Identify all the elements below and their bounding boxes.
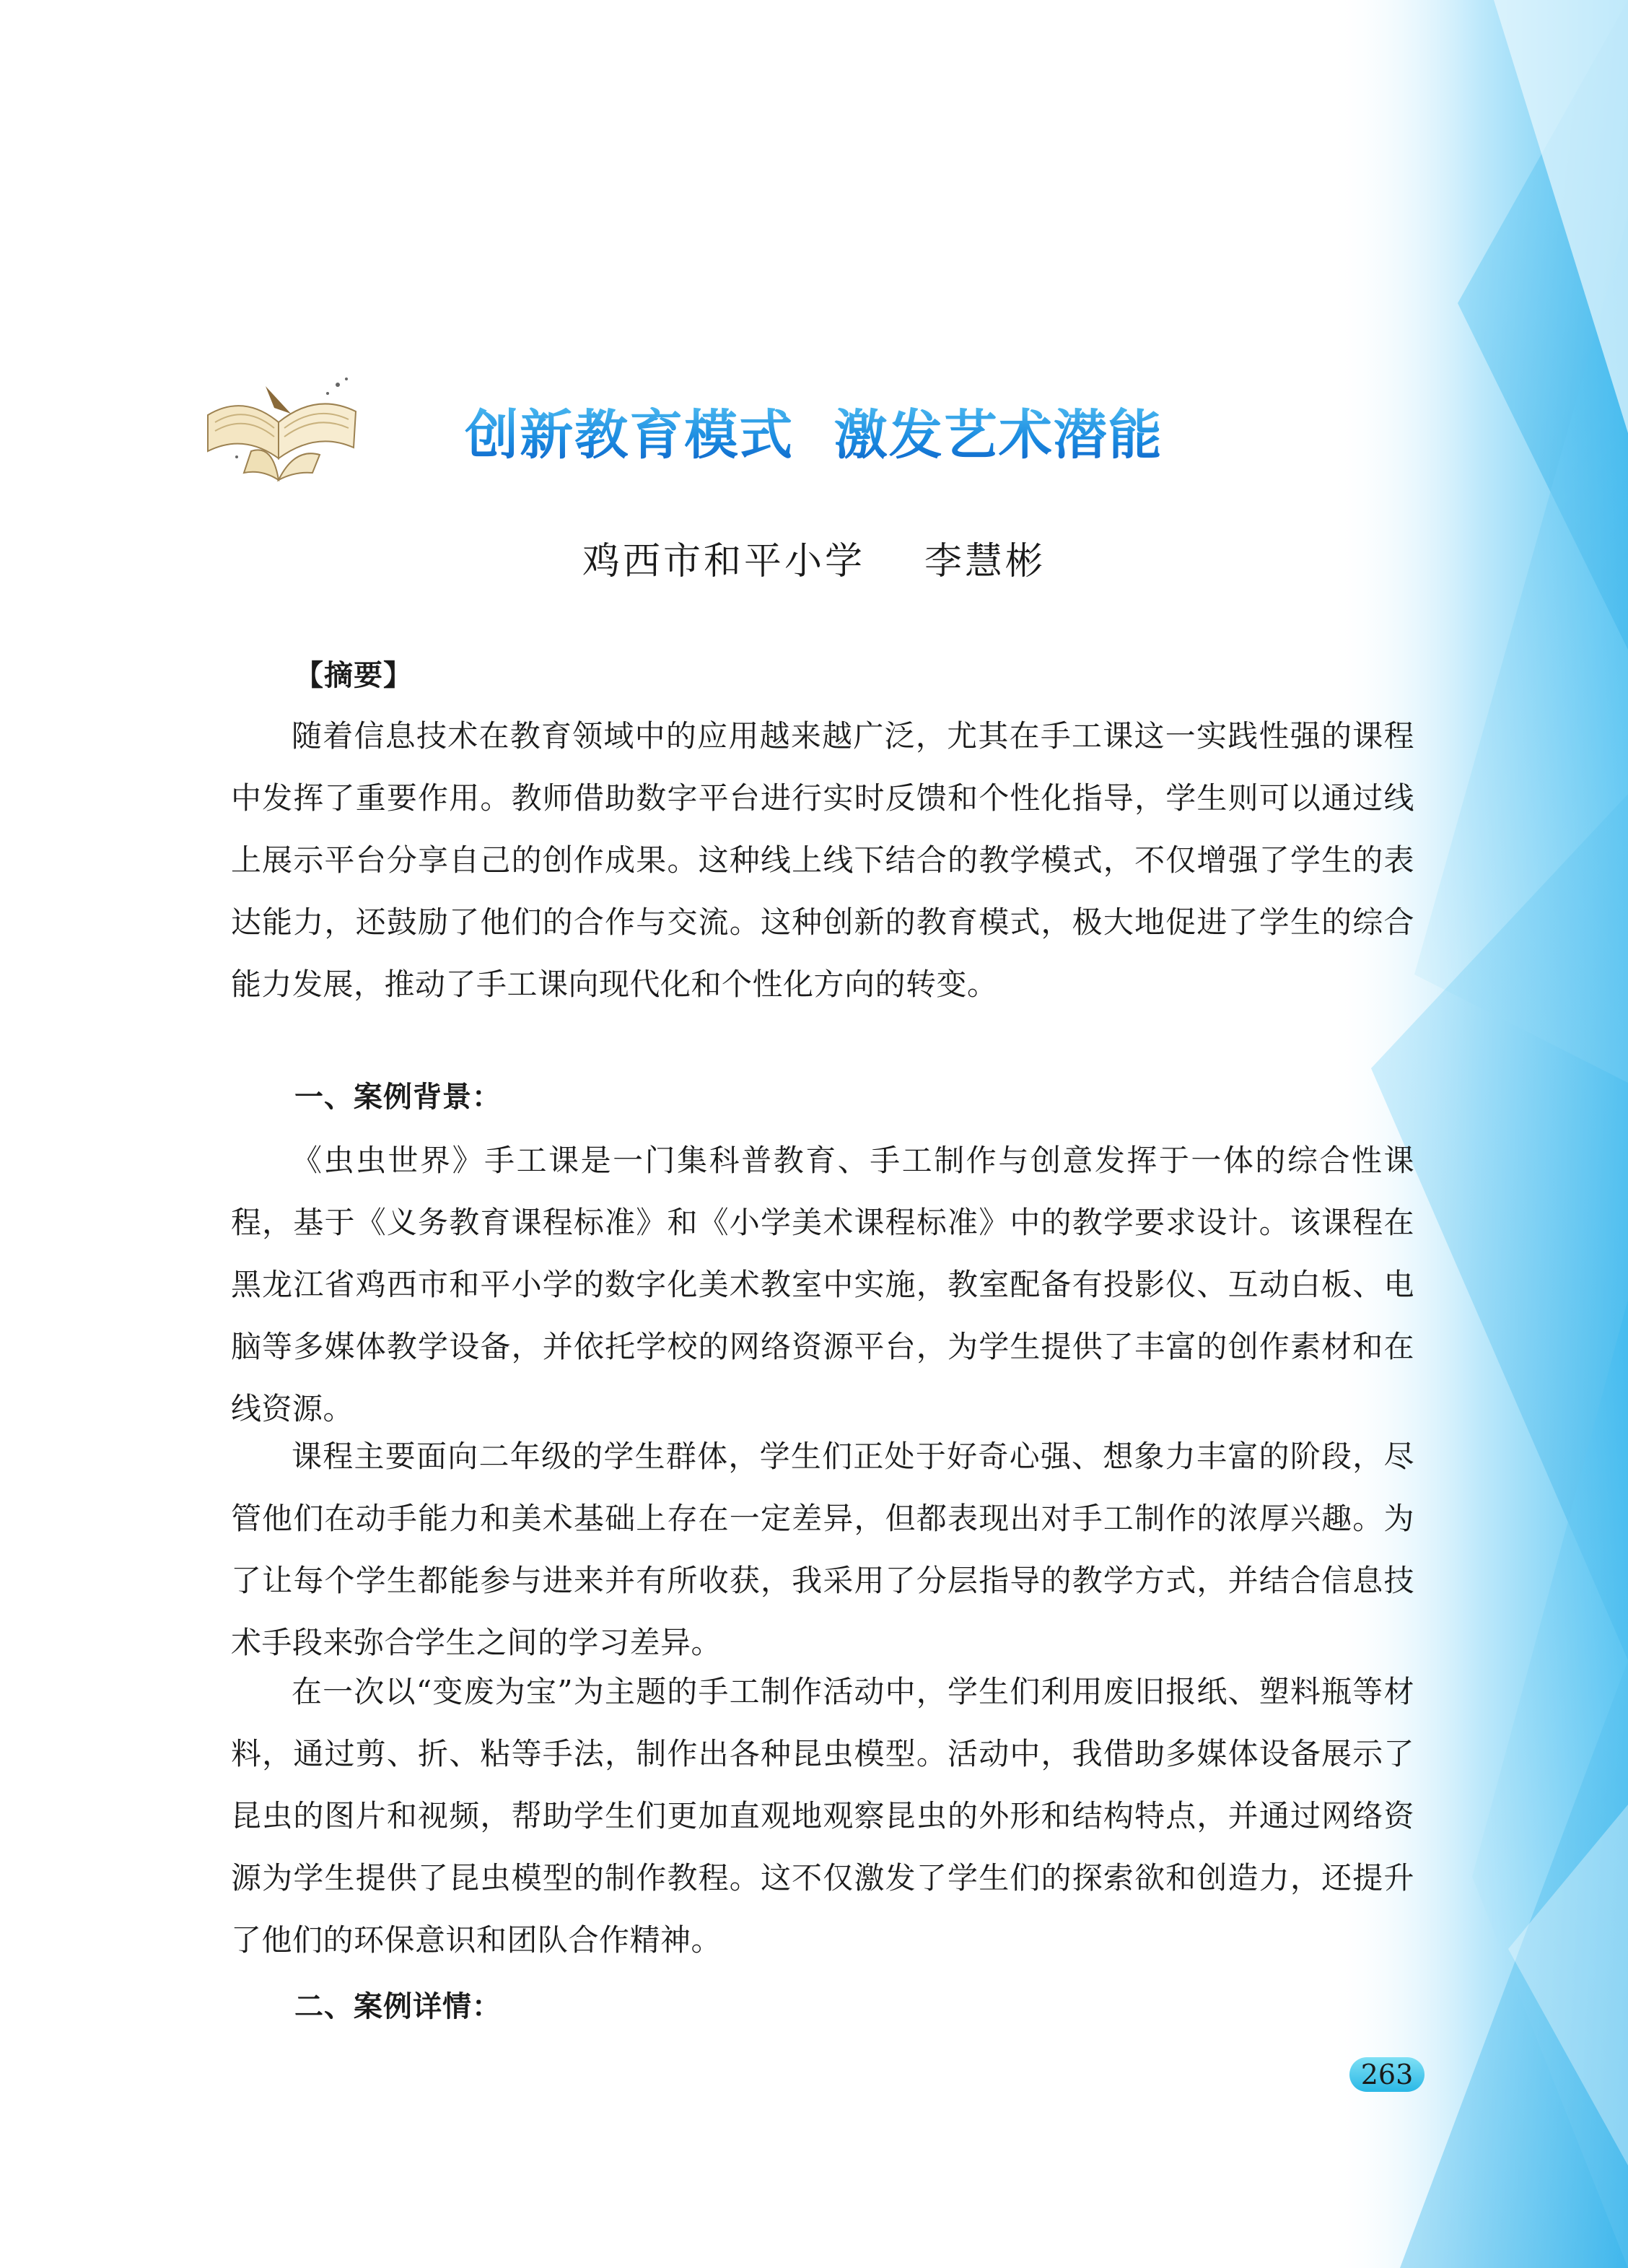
- abstract-label: 【摘要】: [294, 659, 413, 692]
- body-paragraph: 在一次以“变废为宝”为主题的手工制作活动中，学生们利用废旧报纸、塑料瓶等材料，通过剪、折、粘等手法，制作出各种昆虫模型。活动中，我借助多媒体设备展示了昆虫的图片和视频，帮助学生们更加直观地观察昆虫的外形和结构特点，并通过网络资源为学生提供了昆虫模型的制作教程。这不仅激发了学生们的探索欲和创造力，还提升了他们的环保意识和团队合作精神。: [231, 1674, 1414, 1958]
- body-paragraph: 课程主要面向二年级的学生群体，学生们正处于好奇心强、想象力丰富的阶段，尽管他们在动手能力和美术基础上存在一定差异，但都表现出对手工制作的浓厚兴趣。为了让每个学生都能参与进来并有所收获，我采用了分层指导的教学方式，并结合信息技术手段来弥合学生之间的学习差异。: [231, 1439, 1414, 1660]
- author-line: 鸡西市和平小学 李慧彬: [582, 540, 1046, 583]
- page-number-badge: 263: [1349, 2057, 1424, 2092]
- article-title: 创新教育模式 激发艺术潜能: [0, 396, 1628, 475]
- abstract-paragraph: 随着信息技术在教育领域中的应用越来越广泛，尤其在手工课这一实践性强的课程中发挥了重要作用。教师借助数字平台进行实时反馈和个性化指导，学生则可以通过线上展示平台分享自己的创作成果。这种线上线下结合的教学模式，不仅增强了学生的表达能力，还鼓励了他们的合作与交流。这种创新的教育模式，极大地促进了学生的综合能力发展，推动了手工课向现代化和个性化方向的转变。: [231, 718, 1414, 1002]
- section-heading-details: 二、案例详情：: [294, 1990, 502, 2023]
- section-heading-background: 一、案例背景：: [294, 1081, 502, 1114]
- body-paragraph: 《虫虫世界》手工课是一门集科普教育、手工制作与创意发挥于一体的综合性课程，基于《义务教育课程标准》和《小学美术课程标准》中的教学要求设计。该课程在黑龙江省鸡西市和平小学的数字化美术教室中实施，教室配备有投影仪、互动白板、电脑等多媒体教学设备，并依托学校的网络资源平台，为学生提供了丰富的创作素材和在线资源。: [231, 1143, 1414, 1426]
